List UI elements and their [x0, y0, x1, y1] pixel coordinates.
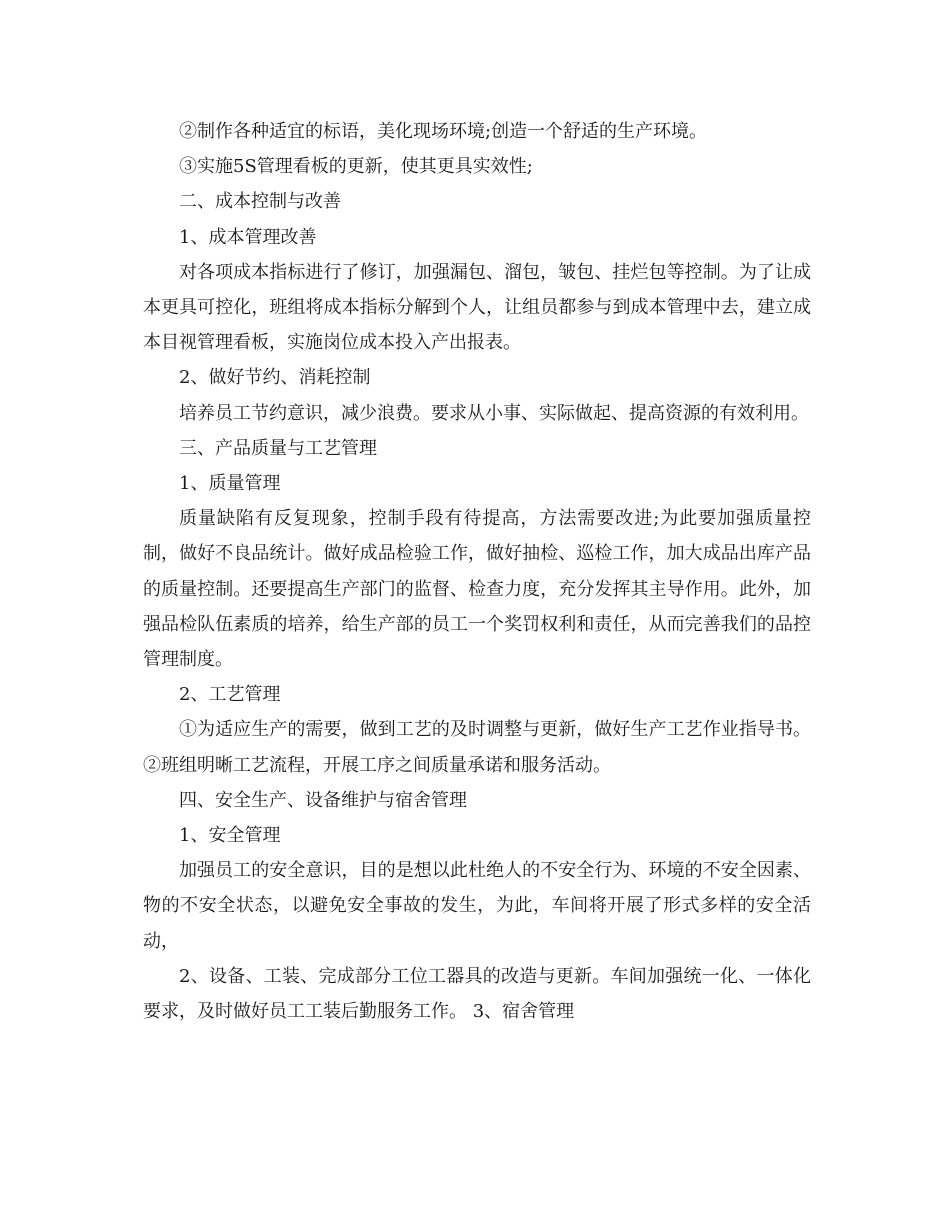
- paragraph-saving: 培养员工节约意识，减少浪费。要求从小事、实际做起、提高资源的有效利用。: [179, 402, 809, 424]
- paragraph-cost-management: 对各项成本指标进行了修订，加强漏包、溜包，皱包、挂烂包等控制。为了让成本更具可控化，班组将成本指标分解到个人，让组员都参与到成本管理中去，建立成本目视管理看板，实施岗位成本投入产出报表。: [143, 261, 811, 354]
- subheading-cost-management: 1、成本管理改善: [179, 226, 317, 248]
- paragraph-process-management: ①为适应生产的需要，做到工艺的及时调整与更新，做好生产工艺作业指导书。 ②班组明晰工艺流程，开展工序之间质量承诺和服务活动。: [143, 719, 811, 776]
- paragraph-equipment-dormitory: 2、设备、工装、完成部分工位工器具的改造与更新。车间加强统一化、一体化要求，及时做好员工工装后勤服务工作。 3、宿舍管理: [143, 965, 811, 1023]
- subheading-process-management: 2、工艺管理: [179, 684, 281, 706]
- section-heading-quality: 三、产品质量与工艺管理: [179, 437, 377, 459]
- subheading-saving: 2、做好节约、消耗控制: [179, 367, 371, 389]
- subheading-quality-management: 1、质量管理: [179, 473, 281, 495]
- section-heading-safety: 四、安全生产、设备维护与宿舍管理: [179, 789, 467, 811]
- subheading-safety-management: 1、安全管理: [179, 825, 281, 847]
- paragraph-quality-management: 质量缺陷有反复现象，控制手段有待提高，方法需要改进;为此要加强质量控制，做好不良品统计。做好成品检验工作，做好抽检、巡检工作，加大成品出库产品的质量控制。还要提高生产部门的监督、检查力度，充分发挥其主导作用。此外，加强品检队伍素质的培养，给生产部的员工一个奖罚权利和责任，从而完善我们的品控管理制度。: [143, 508, 811, 671]
- section-heading-cost: 二、成本控制与改善: [179, 191, 341, 213]
- paragraph-slogans: ②制作各种适宜的标语，美化现场环境;创造一个舒适的生产环境。: [179, 121, 708, 142]
- document-body: [143, 114, 811, 1029]
- paragraph-5s-board: ③实施5S管理看板的更新，使其更具实效性;: [179, 156, 533, 178]
- paragraph-safety-management: 加强员工的安全意识，目的是想以此杜绝人的不安全行为、环境的不安全因素、物的不安全状态，以避免安全事故的发生，为此，车间将开展了形式多样的安全活动，: [143, 860, 811, 952]
